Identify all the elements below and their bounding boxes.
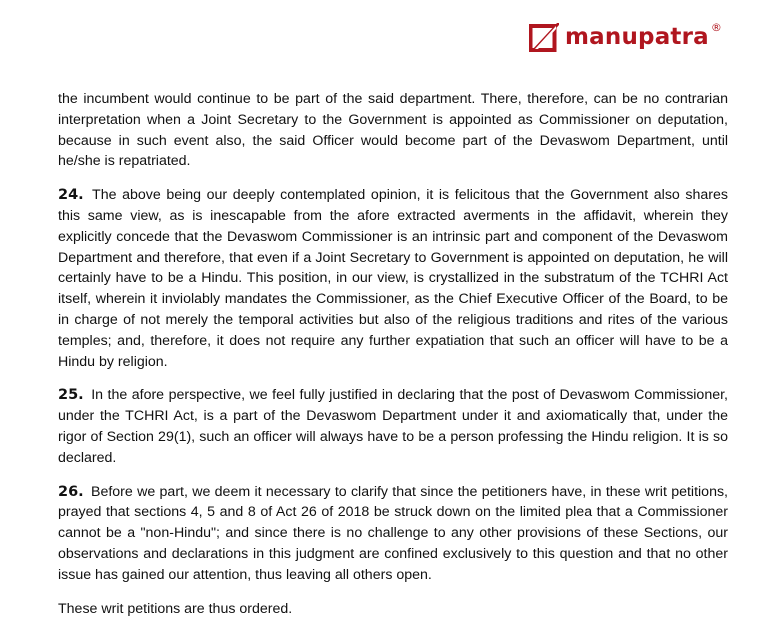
logo-wordmark: manupatra [565, 24, 709, 50]
judgment-text [58, 89, 728, 632]
paragraph-25 [58, 385, 728, 468]
paragraph-number: 24. [58, 187, 84, 204]
paragraph-26 [58, 482, 728, 586]
paragraph-text: These writ petitions are thus ordered. [58, 600, 293, 617]
paragraph-24 [58, 185, 728, 372]
closing-order [58, 599, 728, 620]
paragraph-number: 25. [58, 387, 84, 404]
paragraph-number: 26. [58, 483, 84, 500]
manupatra-logo [529, 20, 722, 54]
paragraph-continuation [58, 89, 728, 172]
paragraph-text: the incumbent would continue to be part of the said department. There, therefore, can be no contrarian interpretation when a Joint Secretary to the Government is appointed as Commissioner on deputation, because in such event also, the said Officer would become part of the Devaswom Department, until he/she is repatriated. [58, 91, 728, 170]
paragraph-text: Before we part, we deem it necessary to clarify that since the petitioners have, in these writ petitions, prayed that sections 4, 5 and 8 of Act 26 of 2018 be struck down on the limited plea that a Commissioner cannot be a "non-Hindu"; and since there is no challenge to any other provisions of these Sections, our observations and declarations in this judgment are confined exclusively to this question and that no other issue has gained our attention, thus leaving all others open. [58, 483, 728, 583]
registered-mark: ® [710, 20, 722, 34]
paragraph-text: In the afore perspective, we feel fully justified in declaring that the post of Devaswom Commissioner, under the TCHRI Act, is a part of the Devaswom Department under it and axiomatically that, under the rigor of Section 29(1), such an officer will always have to be a person professing the Hindu religion. It is so declared. [58, 387, 728, 466]
manupatra-logo-mark-icon [529, 22, 559, 52]
paragraph-text: The above being our deeply contemplated opinion, it is felicitous that the Government also shares this same view, as is inescapable from the afore extracted averments in the affidavit, wherein they explicitly concede that the Devaswom Commissioner is an intrinsic part and component of the Devaswom Department and therefore, that even if a Joint Secretary to Government is appointed on deputation, he will certainly have to be a Hindu. This position, in our view, is crystallized in the substratum of the TCHRI Act itself, wherein it inviolably mandates the Commissioner, as the Chief Executive Officer of the Board, to be in charge of not merely the temporal activities but also of the religious traditions and rites of the various temples; and, therefore, it does not require any further expatiation that such an officer will have to be a Hindu by religion. [58, 187, 728, 370]
